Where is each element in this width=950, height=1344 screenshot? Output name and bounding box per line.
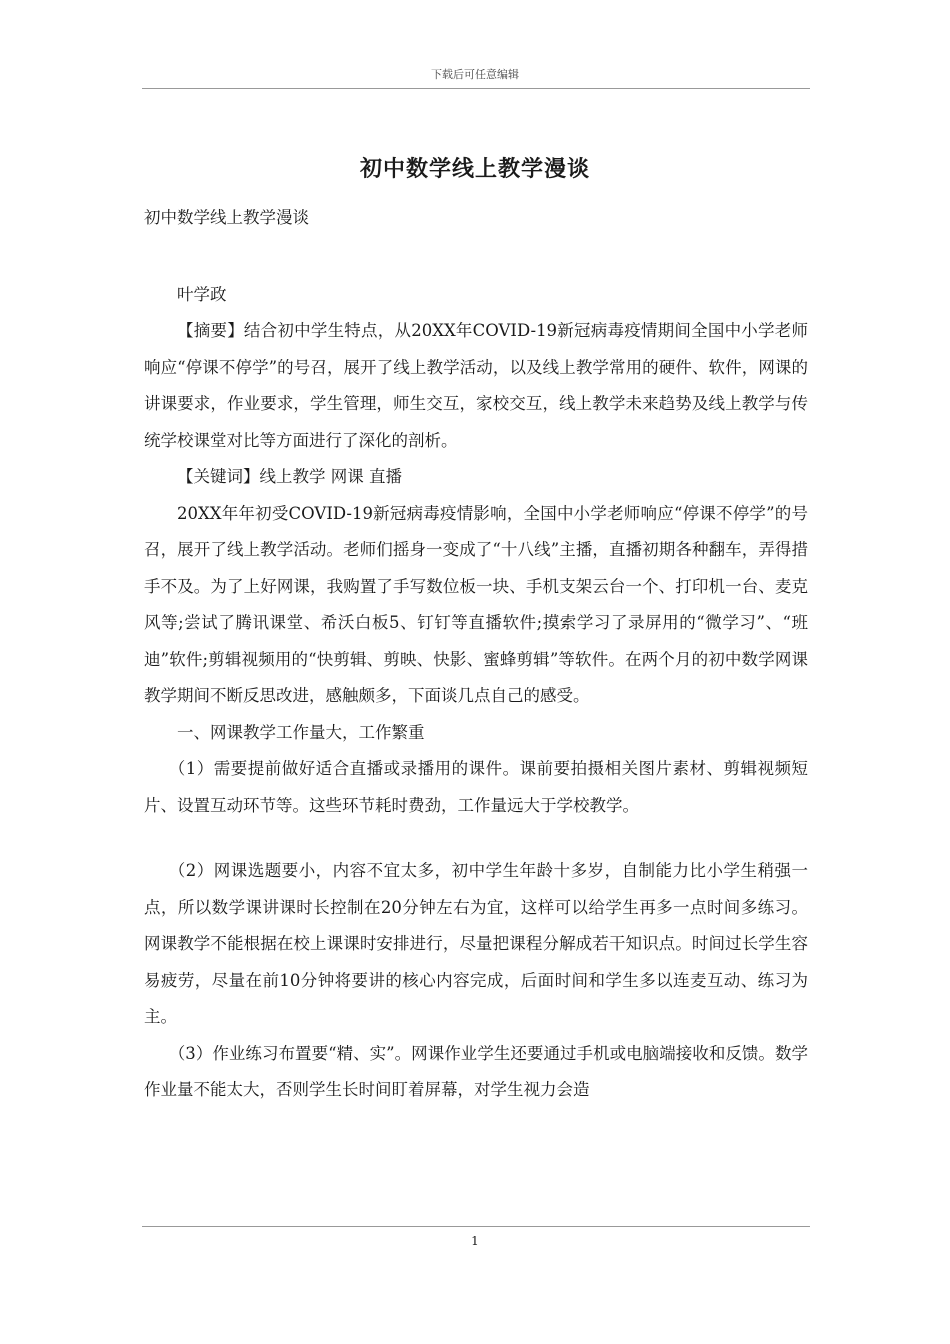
spacer [144, 237, 808, 277]
section-heading: 一、网课教学工作量大，工作繁重 [177, 722, 425, 742]
point-paragraph-2: （2）网课选题要小，内容不宜太多，初中学生年龄十多岁，自制能力比小学生稍强一点，所以数学课讲课时长控制在20分钟左右为宜，这样可以给学生再多一点时间多练习。网课教学不能根据在校上课课时安排进行，尽量把课程分解成若干知识点。时间过长学生容易疲劳，尽量在前10分钟将要讲的核心内容完成，后面时间和学生多以连麦互动、练习为主。 [144, 861, 808, 1026]
document-subtitle: 初中数学线上教学漫谈 [144, 208, 309, 227]
document-title: 初中数学线上教学漫谈 [359, 156, 590, 182]
header-divider [142, 88, 810, 89]
keywords-paragraph: 【关键词】线上教学 网课 直播 [177, 467, 402, 486]
spacer [144, 824, 808, 853]
intro-paragraph: 20XX年年初受COVID-19新冠病毒疫情影响，全国中小学老师响应“停课不停学”的号召，展开了线上教学活动。老师们摇身一变成了“十八线”主播，直播初期各种翻车，弄得措手不及。为了上好网课，我购置了手写数位板一块、手机支架云台一个、打印机一台、麦克风等;尝试了腾讯课堂、希沃白板5、钉钉等直播软件;摸索学习了录屏用的“微学习”、“班迪”软件;剪辑视频用的“快剪辑、剪映、快影、蜜蜂剪辑”等软件。在两个月的初中数学网课教学期间不断反思改进，感触颇多，下面谈几点自己的感受。 [144, 503, 808, 705]
author-name: 叶学政 [177, 284, 227, 304]
footer-divider [142, 1226, 810, 1227]
point-paragraph-1: （1）需要提前做好适合直播或录播用的课件。课前要拍摄相关图片素材、剪辑视频短片、设置互动环节等。这些环节耗时费劲，工作量远大于学校教学。 [144, 759, 808, 815]
page-number: 1 [471, 1234, 479, 1248]
document-body [144, 200, 808, 1109]
abstract-paragraph: 【摘要】结合初中学生特点，从20XX年COVID-19新冠病毒疫情期间全国中小学老师响应“停课不停学”的号召，展开了线上教学活动，以及线上教学常用的硬件、软件，网课的讲课要求，作业要求，学生管理，师生交互，家校交互，线上教学未来趋势及线上教学与传统学校课堂对比等方面进行了深化的剖析。 [144, 321, 808, 450]
header-note: 下载后可任意编辑 [431, 68, 519, 81]
point-paragraph-3: （3）作业练习布置要“精、实”。网课作业学生还要通过手机或电脑端接收和反馈。数学作业量不能太大，否则学生长时间盯着屏幕，对学生视力会造 [144, 1043, 808, 1099]
